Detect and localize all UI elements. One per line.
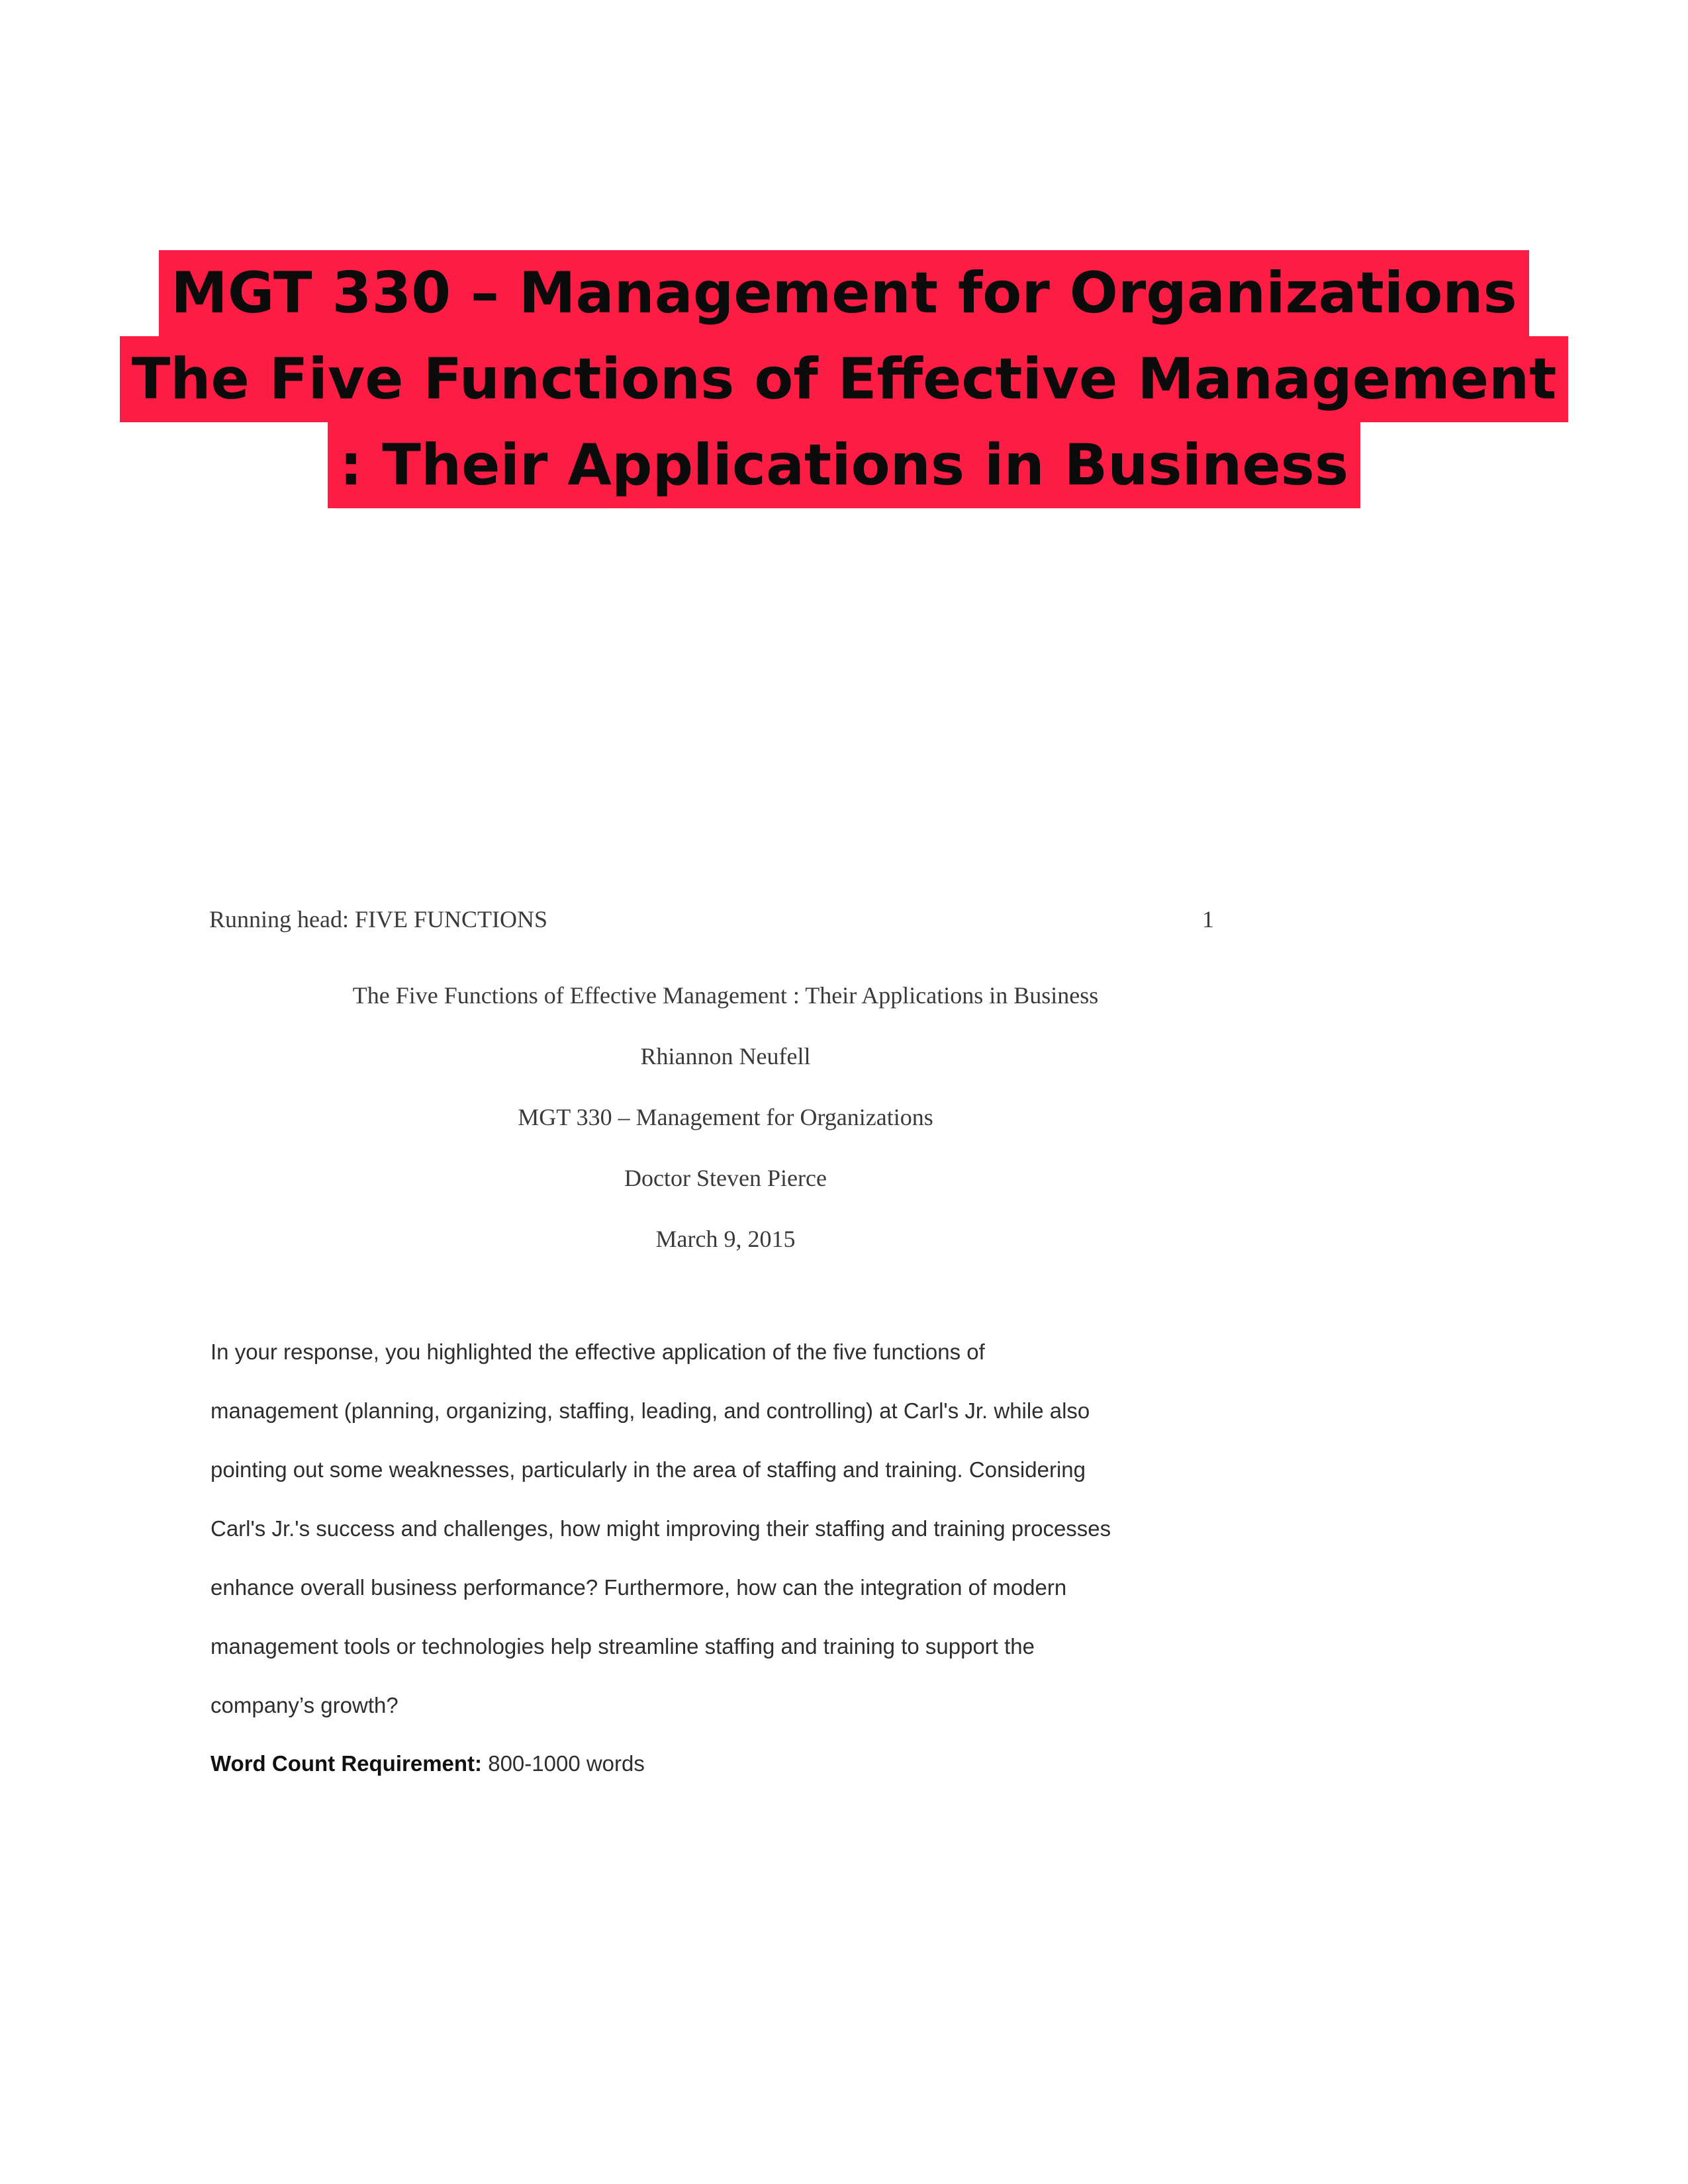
instructor-name: Doctor Steven Pierce xyxy=(624,1165,827,1191)
prompt-line: management (planning, organizing, staffing, leading, and controlling) at Carl's Jr. while also xyxy=(211,1398,1090,1423)
author-name: Rhiannon Neufell xyxy=(640,1043,811,1069)
paper-date: March 9, 2015 xyxy=(655,1226,796,1252)
prompt-line: company’s growth? xyxy=(211,1693,399,1717)
course-name: MGT 330 – Management for Organizations xyxy=(518,1104,933,1130)
banner-paper-title: The Five Functions of Effective Management xyxy=(120,336,1569,422)
banner-paper-subtitle: : Their Applications in Business xyxy=(328,422,1360,508)
prompt-line: pointing out some weaknesses, particularly in the area of staffing and training. Considering xyxy=(211,1457,1086,1482)
word-count-label: Word Count Requirement: xyxy=(211,1751,483,1776)
page-number: 1 xyxy=(1202,906,1214,933)
prompt-line: In your response, you highlighted the effective application of the five functions of xyxy=(211,1340,985,1364)
banner-course-title: MGT 330 – Management for Organizations xyxy=(159,250,1528,336)
paper-title: The Five Functions of Effective Management : Their Applications in Business xyxy=(352,982,1099,1009)
word-count-requirement xyxy=(211,1751,645,1776)
word-count-value: 800-1000 words xyxy=(488,1751,645,1776)
prompt-line: enhance overall business performance? Furthermore, how can the integration of modern xyxy=(211,1575,1067,1600)
running-head: Running head: FIVE FUNCTIONS xyxy=(209,906,547,933)
prompt-line: Carl's Jr.'s success and challenges, how might improving their staffing and training processes xyxy=(211,1516,1111,1541)
prompt-line: management tools or technologies help streamline staffing and training to support the xyxy=(211,1634,1035,1659)
